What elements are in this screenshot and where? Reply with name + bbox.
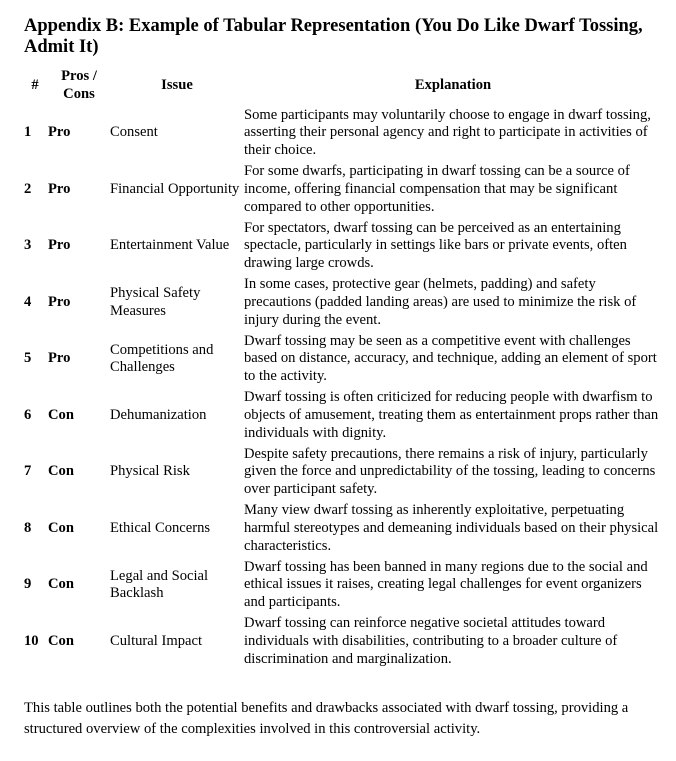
row-number: 1 [24,124,32,141]
row-number: 8 [24,519,32,536]
row-number: 2 [24,180,32,197]
header-explanation: Explanation [414,77,492,94]
row-type: Con [48,576,74,593]
row-issue: Legal and Social Backlash [110,567,209,602]
row-explanation: Some participants may voluntarily choose to engage in dwarf tossing, asserting their personal agency and right to participate in activities of their choice. [244,106,651,159]
row-explanation: For some dwarfs, participating in dwarf tossing can be a source of income, offering financial compensation that may be significant compared to other opportunities. [244,163,630,215]
row-issue: Physical Risk [110,463,190,480]
row-issue: Ethical Concerns [110,519,211,536]
table-row [24,105,662,162]
row-issue: Physical Safety Measures [110,285,201,319]
row-number: 5 [24,350,32,367]
header-issue: Issue [161,77,193,94]
row-type: Con [48,632,74,649]
row-number: 6 [24,406,32,423]
row-explanation: Dwarf tossing has been banned in many regions due to the social and ethical issues it raises, creating legal challenges for event organizers and participants. [244,558,648,611]
row-issue: Cultural Impact [110,632,202,649]
row-type: Pro [48,237,71,254]
table-header-row [24,67,662,105]
row-explanation: In some cases, protective gear (helmets, padding) and safety precautions (padded landing areas) are used to minimize the risk of injury during the event. [244,276,637,328]
row-type: Pro [48,124,71,141]
table-row [24,614,662,671]
row-number: 10 [24,632,39,649]
table-row [24,331,662,388]
row-type: Con [48,406,74,423]
header-number: # [31,77,39,94]
pros-cons-table [24,67,662,670]
table-row [24,218,662,275]
row-number: 4 [24,293,32,310]
table-row [24,388,662,445]
summary-paragraph: This table outlines both the potential benefits and drawbacks associated with dwarf tossing, providing a structured overview of the complexities involved in this controversial activity. [24,700,629,737]
row-issue: Dehumanization [110,406,207,423]
row-issue: Consent [110,124,158,141]
row-number: 3 [24,237,32,254]
table-row [24,275,662,332]
table-row [24,501,662,558]
table-row [24,444,662,501]
row-issue: Entertainment Value [110,237,230,254]
row-type: Pro [48,350,71,367]
table-row [24,162,662,219]
row-number: 7 [24,463,32,480]
row-type: Con [48,519,74,536]
row-explanation: Despite safety precautions, there remains a risk of injury, particularly given the force and unpredictability of the tossing, leading to concerns over participant safety. [244,445,656,498]
row-type: Pro [48,180,71,197]
row-explanation: Many view dwarf tossing as inherently exploitative, perpetuating harmful stereotypes and demeaning individuals based on their physical characteristics. [244,502,659,554]
row-explanation: Dwarf tossing is often criticized for reducing people with dwarfism to objects of amusement, treating them as entertainment props rather than individuals with dignity. [244,389,659,441]
table-row [24,557,662,614]
appendix-heading: Appendix B: Example of Tabular Representation (You Do Like Dwarf Tossing, Admit It) [24,16,643,57]
header-pros-cons: Pros / Cons [61,68,97,102]
row-issue: Competitions and Challenges [110,341,214,376]
row-explanation: Dwarf tossing can reinforce negative societal attitudes toward individuals with disabilities, contributing to a broader culture of discrimination and marginalization. [244,615,618,667]
document [24,0,664,670]
row-number: 9 [24,576,32,593]
row-type: Con [48,463,74,480]
row-type: Pro [48,293,71,310]
row-explanation: Dwarf tossing may be seen as a competitive event with challenges based on distance, accuracy, and technique, adding an element of sport to the activity. [244,332,657,385]
row-explanation: For spectators, dwarf tossing can be perceived as an entertaining spectacle, particularly in settings like bars or private events, often drawing large crowds. [244,219,627,272]
row-issue: Financial Opportunity [110,180,240,197]
